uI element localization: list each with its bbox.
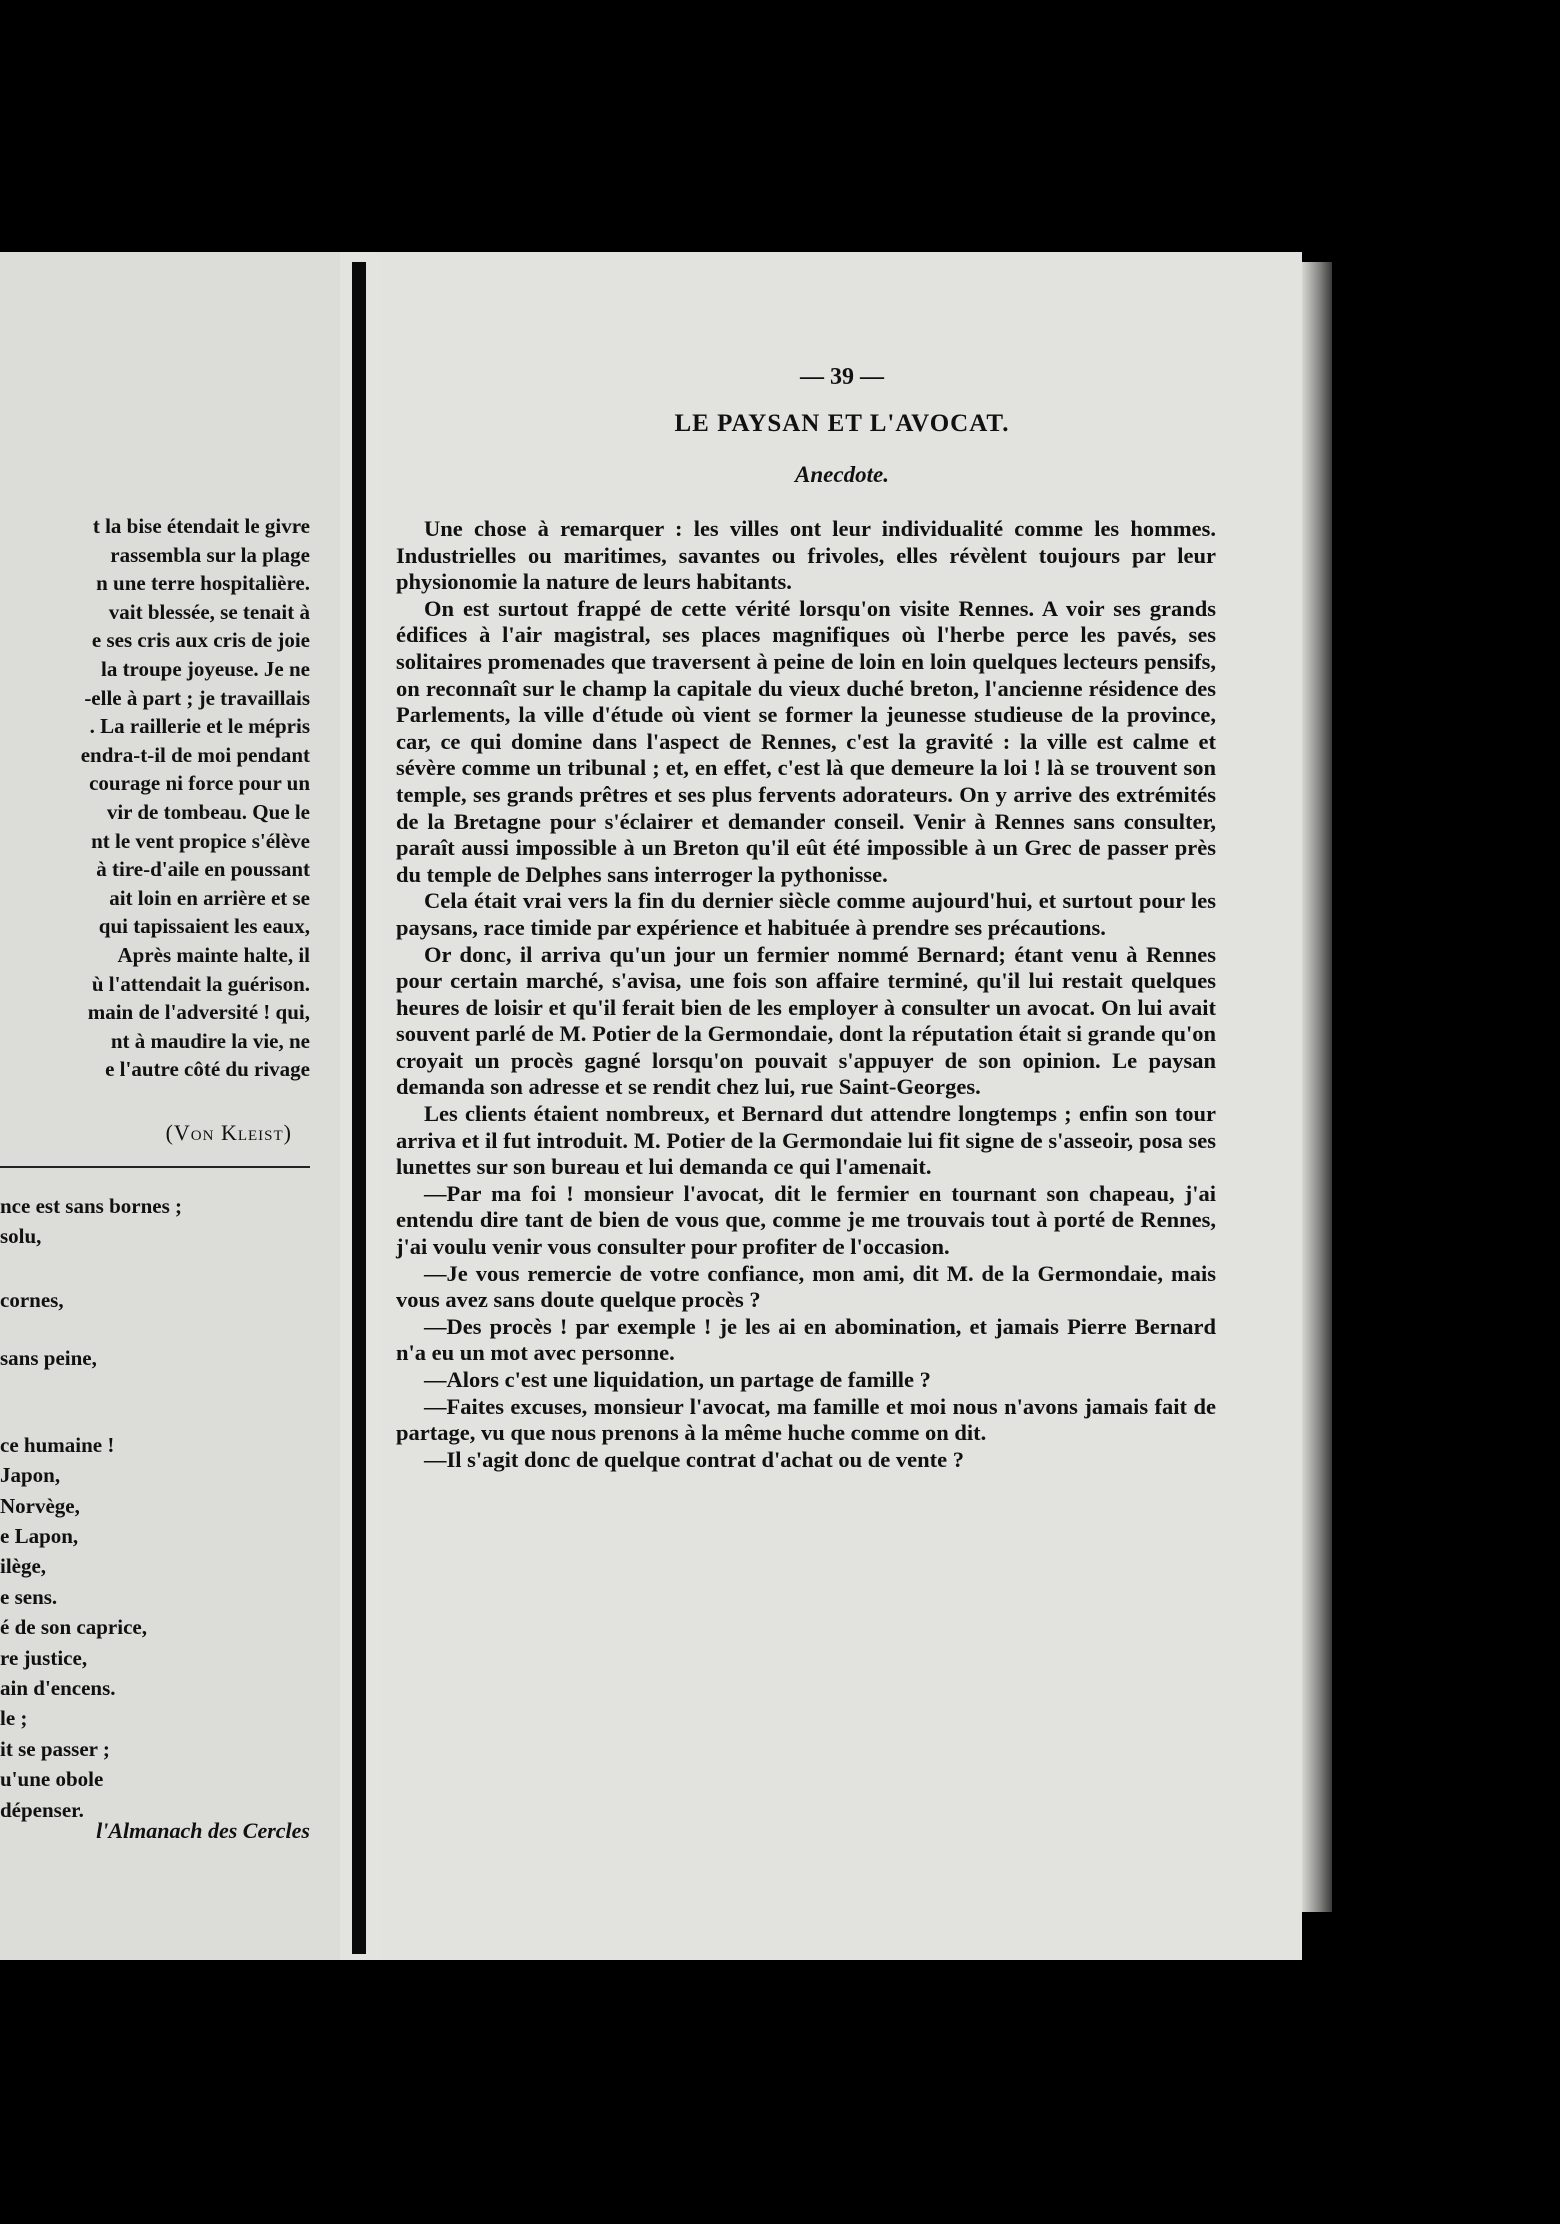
left-text-line: rassembla sur la plage <box>110 542 310 567</box>
poem-line: ain d'encens. <box>0 1676 116 1700</box>
left-text-line: qui tapissaient les eaux, <box>98 914 310 939</box>
left-credit: l'Almanach des Cercles <box>96 1818 310 1843</box>
poem-line: it se passer ; <box>0 1737 110 1761</box>
poem-line: e sens. <box>0 1585 58 1609</box>
paragraph: —Alors c'est une liquidation, un partage de famille ? <box>424 1367 931 1392</box>
poem-line: Japon, <box>0 1463 61 1487</box>
left-text-line: Après mainte halte, il <box>117 942 310 967</box>
left-text-line: e ses cris aux cris de joie <box>91 628 310 653</box>
poem-line: Norvège, <box>0 1494 80 1518</box>
poem-line: cornes, <box>0 1288 64 1312</box>
paragraph: —Par ma foi ! monsieur l'avocat, dit le fermier en tournant son chapeau, j'ai entendu dire tant de bien de vous que, comme je me trouvais tout à porté de Rennes, j'ai voulu venir vous consulter pour profiter de l'occasion. <box>396 1180 1216 1260</box>
left-text-line: vait blessée, se tenait à <box>108 599 310 624</box>
paragraph: Cela était vrai vers la fin du dernier siècle comme aujourd'hui, et surtout pour les paysans, race timide par expérience et habituée à prendre ses précautions. <box>396 888 1216 940</box>
left-text-line: -elle à part ; je travaillais <box>84 685 310 710</box>
section-divider <box>0 1166 310 1168</box>
paragraph: Or donc, il arriva qu'un jour un fermier nommé Bernard; étant venu à Rennes pour certain marché, s'avisa, une fois son affaire terminé, qu'il lui restait quelques heures de loisir et qu'il ferait bien de les employer à consulter un avocat. On lui avait souvent parlé de M. Potier de la Germondaie, dont la réputation était si grande qu'on croyait un procès gagné lorsqu'on pouvait s'appuyer de son opinion. Le paysan demanda son adresse et se rendit chez lui, rue Saint-Georges. <box>396 941 1216 1100</box>
poem-line: re justice, <box>0 1646 88 1670</box>
left-text-line: . La raillerie et le mépris <box>89 714 310 739</box>
article-body <box>396 516 1216 1473</box>
paragraph: —Il s'agit donc de quelque contrat d'achat ou de vente ? <box>424 1446 965 1472</box>
left-text-line: e l'autre côté du rivage <box>105 1057 310 1082</box>
poem-line: é de son caprice, <box>0 1615 147 1639</box>
binding-shadow <box>352 262 366 1954</box>
left-page <box>0 252 340 1960</box>
left-text-line: ait loin en arrière et se <box>109 885 310 910</box>
paragraph: —Faites excuses, monsieur l'avocat, ma famille et moi nous n'avons jamais fait de partage, vu que nous prenons à la même huche comme on dit. <box>396 1393 1216 1446</box>
poem-line: dépenser. <box>0 1798 84 1822</box>
paragraph: On est surtout frappé de cette vérité lorsqu'on visite Rennes. A voir ses grands édifices à l'air magistral, ses places magnifiques où l'herbe perce les pavés, ses solitaires promenades que traversent à peine de loin en loin quelques lecteurs pensifs, on reconnaît sur le champ la capitale du vieux duché breton, l'ancienne résidence des Parlements, la ville d'étude où vient se former la jeunesse studieuse de la province, car, ce qui domine dans l'aspect de Rennes, c'est la gravité : la ville est calme et sévère comme un tribunal ; et, en effet, c'est là que demeure la loi ! là se trouvent son temple, ses grands prêtres et ses plus fervents adorateurs. On y arrive des extrémités de la Bretagne pour s'éclairer et demander conseil. Venir à Rennes sans consulter, paraît aussi impossible à un Breton qu'il eût été impossible à un Grec de passer près du temple de Delphes sans interroger la pythonisse. <box>396 595 1216 887</box>
paragraph: —Des procès ! par exemple ! je les ai en abomination, et jamais Pierre Bernard n'a eu un mot avec personne. <box>396 1313 1216 1366</box>
left-text-line: courage ni force pour un <box>89 771 310 796</box>
left-text-line: main de l'adversité ! qui, <box>87 1000 310 1025</box>
poem-line: e Lapon, <box>0 1524 79 1548</box>
left-text-line: à tire-d'aile en poussant <box>96 857 310 882</box>
poem-line: u'une obole <box>0 1767 104 1791</box>
poem-line: ce humaine ! <box>0 1433 115 1457</box>
paragraph: —Je vous remercie de votre confiance, mon ami, dit M. de la Germondaie, mais vous avez sans doute quelque procès ? <box>396 1260 1216 1313</box>
left-text-line: t la bise étendait le givre <box>92 514 310 538</box>
left-text-line: vir de tombeau. Que le <box>106 799 310 824</box>
poem-line: le ; <box>0 1706 28 1730</box>
page-number: — 39 — <box>800 364 884 390</box>
left-text-line: nt à maudire la vie, ne <box>110 1028 310 1053</box>
left-text-line: endra-t-il de moi pendant <box>80 742 310 767</box>
page-title: LE PAYSAN ET L'AVOCAT. <box>674 410 1010 437</box>
left-page-text <box>0 512 310 1084</box>
left-text-line: ù l'attendait la guérison. <box>91 971 310 996</box>
paragraph: Une chose à remarquer : les villes ont leur individualité comme les hommes. Industrielles ou maritimes, savantes ou frivoles, elles révèlent toujours par leur physionomie la nature de leurs habitants. <box>396 516 1216 595</box>
page-edge <box>1302 262 1332 1912</box>
right-page <box>382 252 1302 1960</box>
poem-line: nce est sans bornes ; <box>0 1194 182 1218</box>
left-text-line: n une terre hospitalière. <box>96 571 310 596</box>
poem-line: sans peine, <box>0 1346 97 1370</box>
left-text-line: la troupe joyeuse. Je ne <box>100 656 310 681</box>
left-signature: (Von Kleist) <box>165 1120 292 1145</box>
page-subtitle: Anecdote. <box>795 462 889 487</box>
poem-line: solu, <box>0 1224 42 1248</box>
poem-line: ilège, <box>0 1554 47 1578</box>
paragraph: Les clients étaient nombreux, et Bernard dut attendre longtemps ; enfin son tour arriva et il fut introduit. M. Potier de la Germondaie lui fit signe de s'asseoir, posa ses lunettes sur son bureau et lui demanda ce qui l'amenait. <box>396 1101 1216 1180</box>
left-text-line: nt le vent propice s'élève <box>91 828 310 853</box>
